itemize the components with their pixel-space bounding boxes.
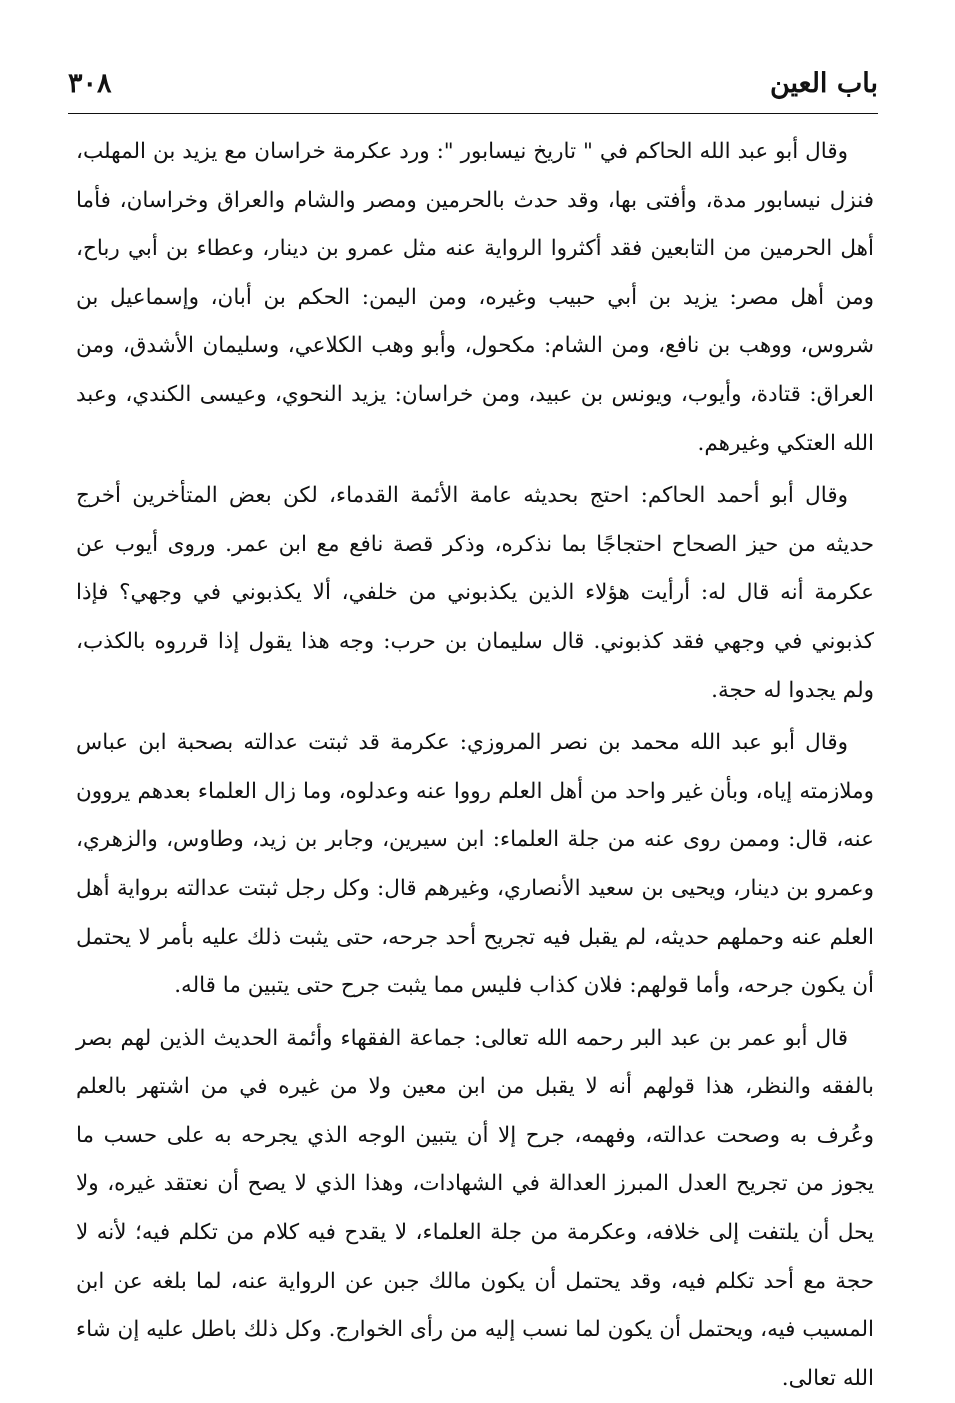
page-number: ٣٠٨	[68, 68, 112, 99]
body-text	[76, 128, 874, 1403]
paragraph: وقال أبو أحمد الحاكم: احتج بحديثه عامة الأئمة القدماء، لكن بعض المتأخرين أخرج حديثه من حيز الصحاح احتجاجًا بما نذكره، وذكر قصة نافع مع ابن عمر. وروى أيوب عن عكرمة أنه قال له: أرأيت هؤلاء الذين يكذبوني من خلفي، ألا يكذبوني في وجهي؟ فإذا كذبوني في وجهي فقد كذبوني. قال سليمان بن حرب: وجه هذا يقول إذا قرروه بالكذب، ولم يجدوا له حجة.	[76, 483, 874, 703]
header-rule	[68, 113, 878, 114]
running-head: باب العين	[769, 68, 878, 99]
paragraph: وقال أبو عبد الله محمد بن نصر المروزي: عكرمة قد ثبتت عدالته بصحبة ابن عباس وملازمته إياه، وبأن غير واحد من أهل العلم رووا عنه وعدلوه، وما زال العلماء بعدهم يروون عنه، قال: وممن روى عنه من جلة العلماء: ابن سيرين، وجابر بن زيد، وطاوس، والزهري، وعمرو بن دينار، ويحيى بن سعيد الأنصاري، وغيرهم قال: وكل رجل ثبتت عدالته برواية أهل العلم عنه وحملهم حديثه، لم يقبل فيه تجريح أحد جرحه، حتى يثبت ذلك عليه بأمر لا يحتمل أن يكون جرحه، وأما قولهم: فلان كذاب فليس مما يثبت جرح حتى يتبين ما قاله.	[76, 730, 874, 999]
paragraph: قال أبو عمر بن عبد البر رحمه الله تعالى: جماعة الفقهاء وأئمة الحديث الذين لهم بصر بالفقه والنظر، هذا قولهم أنه لا يقبل من ابن معين ولا من غيره في من اشتهر بالعلم وعُرف به وصحت عدالته، وفهمه، جرح إلا أن يتبين الوجه الذي يجرحه به على حسب ما يجوز من تجريح العدل المبرز العدالة في الشهادات، وهذا الذي لا يصح أن نعتقد غيره، ولا يحل أن يلتفت إلى خلافه، وعكرمة من جلة العلماء، لا يقدح فيه كلام من تكلم فيه؛ لأنه لا حجة مع أحد تكلم فيه، وقد يحتمل أن يكون مالك جبن عن الرواية عنه، لما بلغه عن ابن المسيب فيه، ويحتمل أن يكون لما نسب إليه من رأى الخوارج. وكل ذلك باطل عليه إن شاء الله تعالى.	[76, 1025, 874, 1391]
page-header	[68, 68, 878, 99]
paragraph: وقال أبو عبد الله الحاكم في " تاريخ نيسابور ": ورد عكرمة خراسان مع يزيد بن المهلب، فنزل نيسابور مدة، وأفتى بها، وقد حدث بالحرمين ومصر والشام والعراق وخراسان، فأما أهل الحرمين من التابعين فقد أكثروا الرواية عنه مثل عمرو بن دينار، وعطاء بن أبي رباح، ومن أهل مصر: يزيد بن أبي حبيب وغيره، ومن اليمن: الحكم بن أبان، وإسماعيل بن شروس، ووهب بن نافع، ومن الشام: مكحول، وأبو وهب الكلاعي، وسليمان الأشدق، ومن العراق: قتادة، وأيوب، ويونس بن عبيد، ومن خراسان: يزيد النحوي، وعيسى الكندي، وعبد الله العتكي وغيرهم.	[76, 139, 874, 456]
